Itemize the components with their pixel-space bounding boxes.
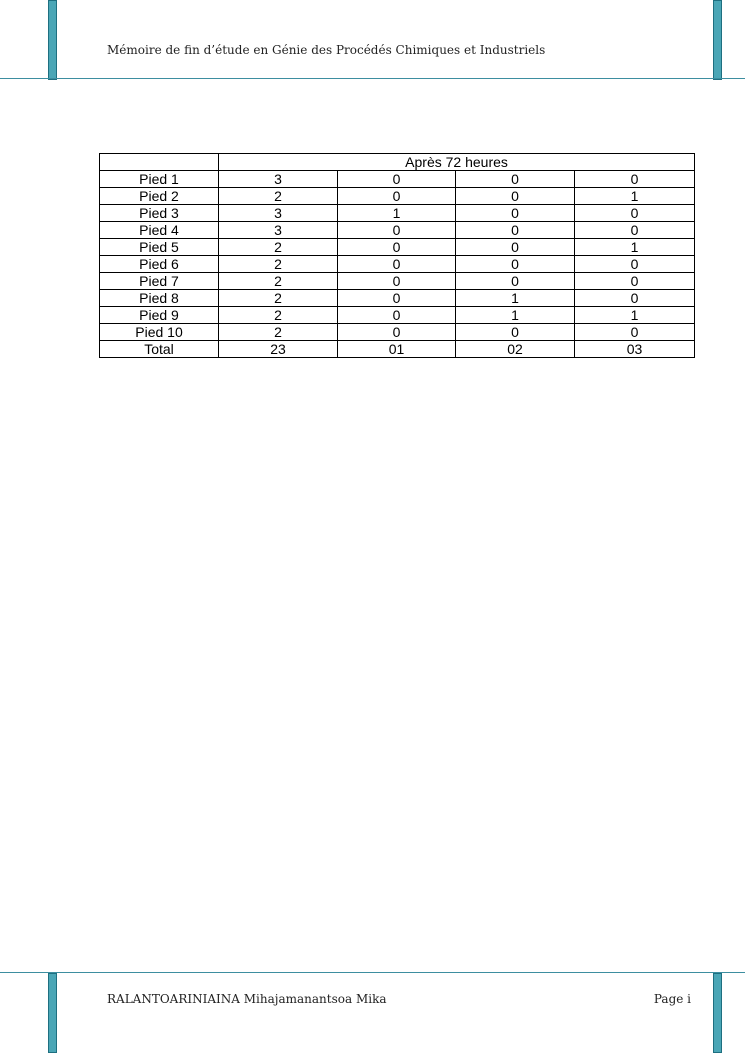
header-right-bar (713, 0, 722, 80)
value-cell: 2 (219, 273, 338, 290)
table-row (100, 171, 695, 188)
value-cell: 1 (456, 307, 575, 324)
value-cell: 0 (456, 188, 575, 205)
row-label-cell: Pied 10 (100, 324, 219, 341)
footer-page-number: Page i (653, 992, 691, 1006)
header-left-bar (48, 0, 57, 80)
value-cell: 0 (575, 290, 695, 307)
row-label-cell: Pied 9 (100, 307, 219, 324)
value-cell: 1 (575, 239, 695, 256)
value-cell: 0 (456, 324, 575, 341)
value-cell: 1 (338, 205, 456, 222)
value-cell: 3 (219, 171, 338, 188)
value-cell: 0 (456, 171, 575, 188)
value-cell: 3 (219, 205, 338, 222)
value-cell: 0 (456, 222, 575, 239)
value-cell: 0 (575, 171, 695, 188)
value-cell: 0 (575, 256, 695, 273)
footer-right-bar (713, 973, 722, 1053)
value-cell: 0 (575, 205, 695, 222)
value-cell: 3 (219, 222, 338, 239)
row-label-cell: Pied 1 (100, 171, 219, 188)
table-row (100, 307, 695, 324)
value-cell: 2 (219, 239, 338, 256)
group-header-cell: Après 72 heures (219, 154, 695, 171)
value-cell: 0 (456, 239, 575, 256)
value-cell: 1 (575, 188, 695, 205)
value-cell: 0 (575, 273, 695, 290)
value-cell: 23 (219, 341, 338, 358)
value-cell: 0 (338, 273, 456, 290)
table-row (100, 341, 695, 358)
row-label-cell: Pied 6 (100, 256, 219, 273)
value-cell: 0 (575, 324, 695, 341)
table-row (100, 222, 695, 239)
table-row (100, 273, 695, 290)
value-cell: 0 (575, 222, 695, 239)
row-label-cell: Pied 4 (100, 222, 219, 239)
value-cell: 0 (456, 273, 575, 290)
value-cell: 0 (338, 307, 456, 324)
footer-author: RALANTOARINIAINA Mihajamanantsoa Mika (107, 992, 387, 1006)
value-cell: 0 (338, 256, 456, 273)
results-table (99, 153, 695, 358)
table-row (100, 239, 695, 256)
table-row (100, 290, 695, 307)
value-cell: 0 (338, 222, 456, 239)
row-label-cell: Total (100, 341, 219, 358)
footer-left-bar (48, 973, 57, 1053)
value-cell: 2 (219, 188, 338, 205)
value-cell: 0 (456, 256, 575, 273)
value-cell: 0 (456, 205, 575, 222)
table-row (100, 205, 695, 222)
value-cell: 01 (338, 341, 456, 358)
footer-rule (0, 972, 745, 973)
value-cell: 2 (219, 256, 338, 273)
page-header-title: Mémoire de fin d’étude en Génie des Procédés Chimiques et Industriels (107, 43, 546, 57)
value-cell: 0 (338, 171, 456, 188)
value-cell: 0 (338, 290, 456, 307)
table-row (100, 188, 695, 205)
value-cell: 02 (456, 341, 575, 358)
value-cell: 2 (219, 307, 338, 324)
header-rule (0, 78, 745, 79)
row-label-cell: Pied 3 (100, 205, 219, 222)
value-cell: 2 (219, 324, 338, 341)
table-header-row (100, 154, 695, 171)
row-label-cell: Pied 7 (100, 273, 219, 290)
table-row (100, 324, 695, 341)
row-label-cell: Pied 5 (100, 239, 219, 256)
value-cell: 1 (575, 307, 695, 324)
row-label-cell: Pied 2 (100, 188, 219, 205)
value-cell: 03 (575, 341, 695, 358)
value-cell: 0 (338, 324, 456, 341)
row-label-cell: Pied 8 (100, 290, 219, 307)
table-row (100, 256, 695, 273)
value-cell: 1 (456, 290, 575, 307)
value-cell: 2 (219, 290, 338, 307)
table-corner-cell (100, 154, 219, 171)
value-cell: 0 (338, 188, 456, 205)
value-cell: 0 (338, 239, 456, 256)
